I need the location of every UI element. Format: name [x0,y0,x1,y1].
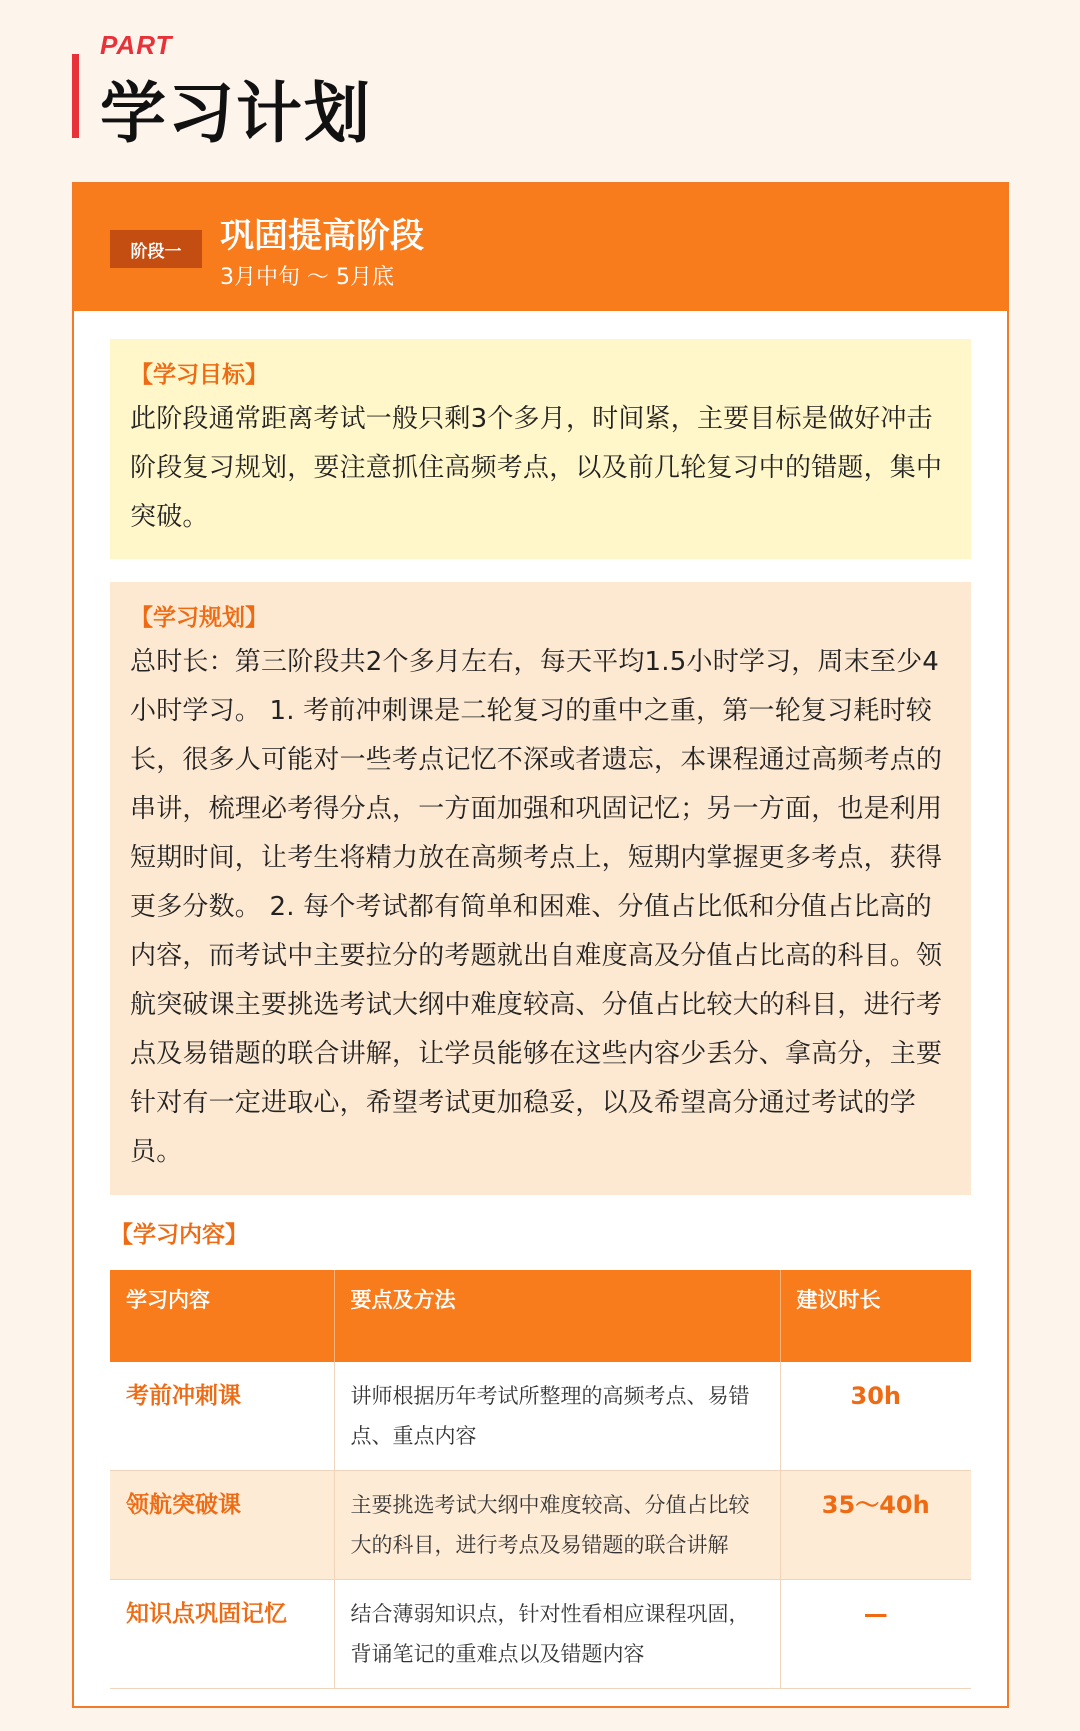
course-cell: 考前冲刺课 [110,1362,334,1471]
method-cell: 结合薄弱知识点，针对性看相应课程巩固，背诵笔记的重难点以及错题内容 [334,1580,780,1689]
stage-date: 3月中旬 ～ 5月底 [220,265,394,290]
accent-bar [72,54,79,138]
goal-box [110,339,971,559]
goal-text: 此阶段通常距离考试一般只剩3个多月，时间紧，主要目标是做好冲击阶段复习规划，要注意抓住高频考点，以及前几轮复习中的错题，集中突破。 [130,404,943,532]
stage-badge: 阶段一 [110,230,202,268]
stage-header [74,184,1007,311]
hours-cell: 30h [780,1362,971,1471]
course-cell: 领航突破课 [110,1471,334,1580]
column-header-course: 学习内容 [110,1270,334,1362]
hours-cell: — [780,1580,971,1689]
goal-label: 【学习目标】 [130,362,268,388]
plan-box [110,582,971,1195]
page-title: 学习计划 [100,75,372,152]
course-cell: 知识点巩固记忆 [110,1580,334,1689]
part-tag: PART [100,30,173,60]
column-header-hours: 建议时长 [780,1270,971,1362]
method-cell: 主要挑选考试大纲中难度较高、分值占比较大的科目，进行考点及易错题的联合讲解 [334,1471,780,1580]
table-row [110,1580,971,1689]
stage-title: 巩固提高阶段 [220,216,424,256]
table-row [110,1471,971,1580]
plan-text: 总时长：第三阶段共2个多月左右，每天平均1.5小时学习，周末至少4小时学习。 1. 考前冲刺课是二轮复习的重中之重，第一轮复习耗时较长，很多人可能对一些考点记忆不深或者遗忘，本课程通过高频考点的串讲，梳理必考得分点，一方面加强和巩固记忆；另一方面，也是利用短期时间，让考生将精力放在高频考点上，短期内掌握更多考点，获得更多分数。 2. 每个考试都有简单和困难、分值占比低和分值占比高的内容，而考试中主要拉分的考题就出自难度高及分值占比高的科目。领航突破课主要挑选考试大纲中难度较高、分值占比较大的科目，进行考点及易错题的联合讲解，让学员能够在这些内容少丢分、拿高分，主要针对有一定进取心，希望考试更加稳妥，以及希望高分通过考试的学员。 [130,647,943,1167]
table-row [110,1362,971,1471]
method-cell: 讲师根据历年考试所整理的高频考点、易错点、重点内容 [334,1362,780,1471]
stage-card [72,182,1009,1708]
content-label: 【学习内容】 [110,1222,248,1248]
content-table [110,1270,971,1689]
hours-cell: 35～40h [780,1471,971,1580]
plan-label: 【学习规划】 [130,605,268,631]
column-header-method: 要点及方法 [334,1270,780,1362]
table-header-row [110,1270,971,1362]
